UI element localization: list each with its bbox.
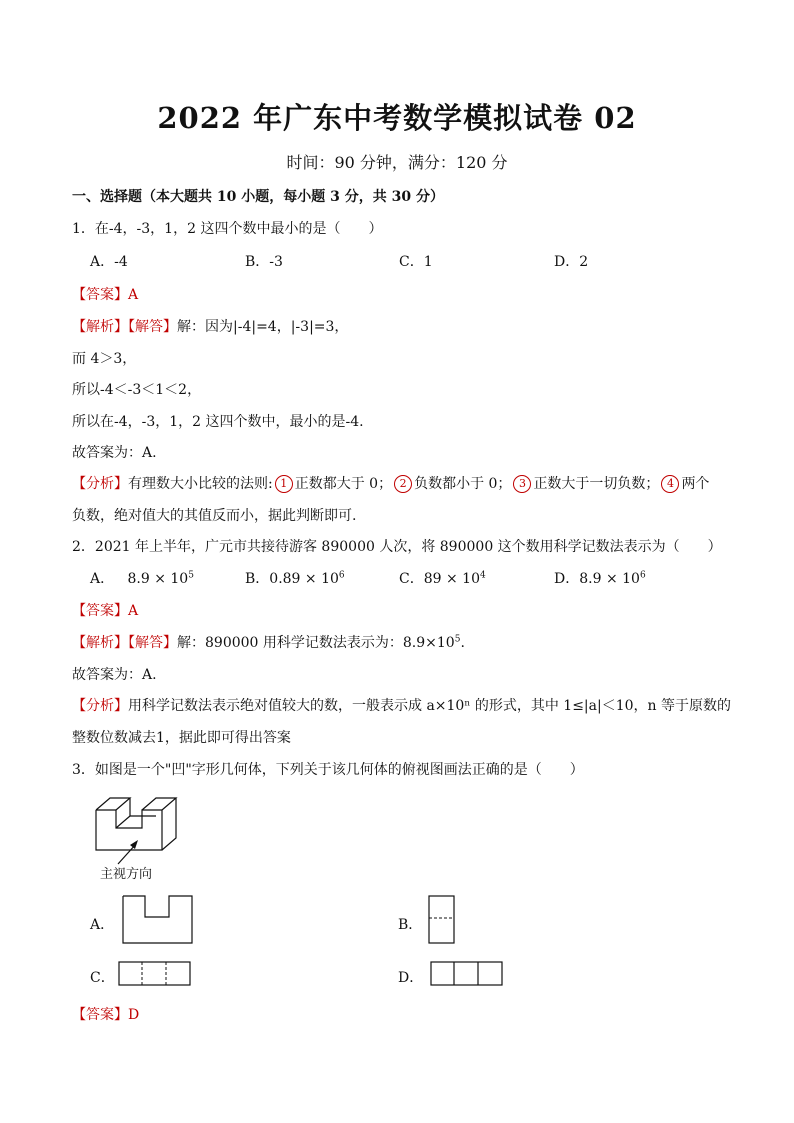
q2-conclusion: 故答案为：A. (72, 667, 157, 683)
q1-option-b: B．-3 (245, 254, 283, 270)
exam-info: 时间：90 分钟，满分：120 分 (286, 153, 508, 172)
answer-value: D (128, 1007, 140, 1023)
q1-stem: 1．在-4，-3，1，2 这四个数中最小的是（ ） (72, 221, 383, 237)
q2-option-b: B．$0.89 \times 10^6$ (245, 570, 345, 587)
q2-option-d: D．$8.9 \times 10^6$ (554, 570, 646, 587)
concave-solid-figure (90, 790, 200, 860)
analysis-tag: 【解析】【解答】 (72, 319, 177, 335)
analysis-exponent: 5 (454, 634, 461, 645)
q3-option-c-label: C． (90, 970, 115, 986)
q1-analysis-line-3: 所以-4＜-3＜1＜2， (72, 382, 202, 398)
q2-analysis-line: 【解析】【解答】解：890000 用科学记数法表示为：$8.9\times 10^5$. (72, 634, 465, 651)
q3-option-b-figure (428, 895, 456, 945)
fenxi-text: 两个 (681, 476, 710, 492)
fenxi-text: 正数大于一切负数； (533, 476, 660, 492)
q1-fenxi-line-2: 负数，绝对值大的其值反而小，据此判断即可. (72, 508, 357, 524)
analysis-tag: 【解析】【解答】 (72, 635, 177, 651)
circled-number-1: 1 (275, 475, 293, 493)
q3-option-d-label: D． (398, 970, 424, 986)
fenxi-text: 负数都小于 0； (414, 476, 512, 492)
q1-analysis-line-1 (72, 316, 348, 336)
fenxi-text: 正数都大于 0； (294, 476, 393, 492)
fenxi-text: 有理数大小比较的法则: (128, 476, 273, 492)
q2-fenxi-line-1 (72, 695, 731, 715)
analysis-text: 解：890000 用科学记数法表示为：8.9×10 (177, 635, 455, 651)
q1-option-d: D．2 (554, 254, 589, 270)
answer-tag: 【答案】 (72, 603, 128, 619)
q1-fenxi-line-1 (72, 473, 709, 493)
answer-tag: 【答案】 (72, 1007, 128, 1023)
q3-option-c-figure (118, 961, 192, 987)
page-title: 2022 年广东中考数学模拟试卷 02 (157, 101, 637, 135)
answer-tag: 【答案】 (72, 287, 128, 303)
section-heading: 一、选择题（本大题共 10 小题，每小题 3 分，共 30 分） (72, 189, 444, 205)
fenxi-text: 用科学记数法表示绝对值较大的数，一般表示成 a×10ⁿ 的形式，其中 1≤|a|＜10，n 等于原数的 (128, 698, 731, 714)
q2-option-a: A． $8.9 \times 10^5$ (90, 570, 194, 587)
q1-option-a: A．-4 (90, 254, 128, 270)
q1-analysis-line-5: 故答案为：A. (72, 445, 157, 461)
fenxi-tag: 【分析】 (72, 698, 128, 714)
q3-stem: 3．如图是一个"凹"字形几何体，下列关于该几何体的俯视图画法正确的是（ ） (72, 762, 584, 778)
q3-option-a-figure (122, 895, 194, 945)
analysis-text: 解：因为|-4|=4，|-3|=3， (177, 319, 349, 335)
fenxi-tag: 【分析】 (72, 476, 128, 492)
q2-option-c: C．$89 \times 10^4$ (399, 570, 486, 587)
answer-value: A (128, 287, 139, 303)
answer-value: A (128, 603, 139, 619)
q2-stem: 2．2021 年上半年，广元市共接待游客 890000 人次，将 890000 这个数用科学记数法表示为（ ） (72, 539, 722, 555)
q3-option-d-figure (430, 961, 504, 987)
circled-number-4: 4 (661, 475, 679, 493)
q2-fenxi-line-2: 整数位数减去1，据此即可得出答案 (72, 730, 291, 746)
q2-answer (72, 600, 138, 620)
q3-option-b-label: B． (398, 917, 423, 933)
q1-analysis-line-4: 所以在-4，-3，1，2 这四个数中，最小的是-4. (72, 414, 364, 430)
q3-option-a-label: A． (90, 917, 115, 933)
q1-analysis-line-2: 而 4＞3， (72, 351, 137, 367)
q3-answer (72, 1004, 139, 1024)
circled-number-3: 3 (513, 475, 531, 493)
view-direction-label: 主视方向 (100, 867, 153, 882)
q1-option-c: C．1 (399, 254, 433, 270)
circled-number-2: 2 (394, 475, 412, 493)
q1-answer (72, 284, 138, 304)
